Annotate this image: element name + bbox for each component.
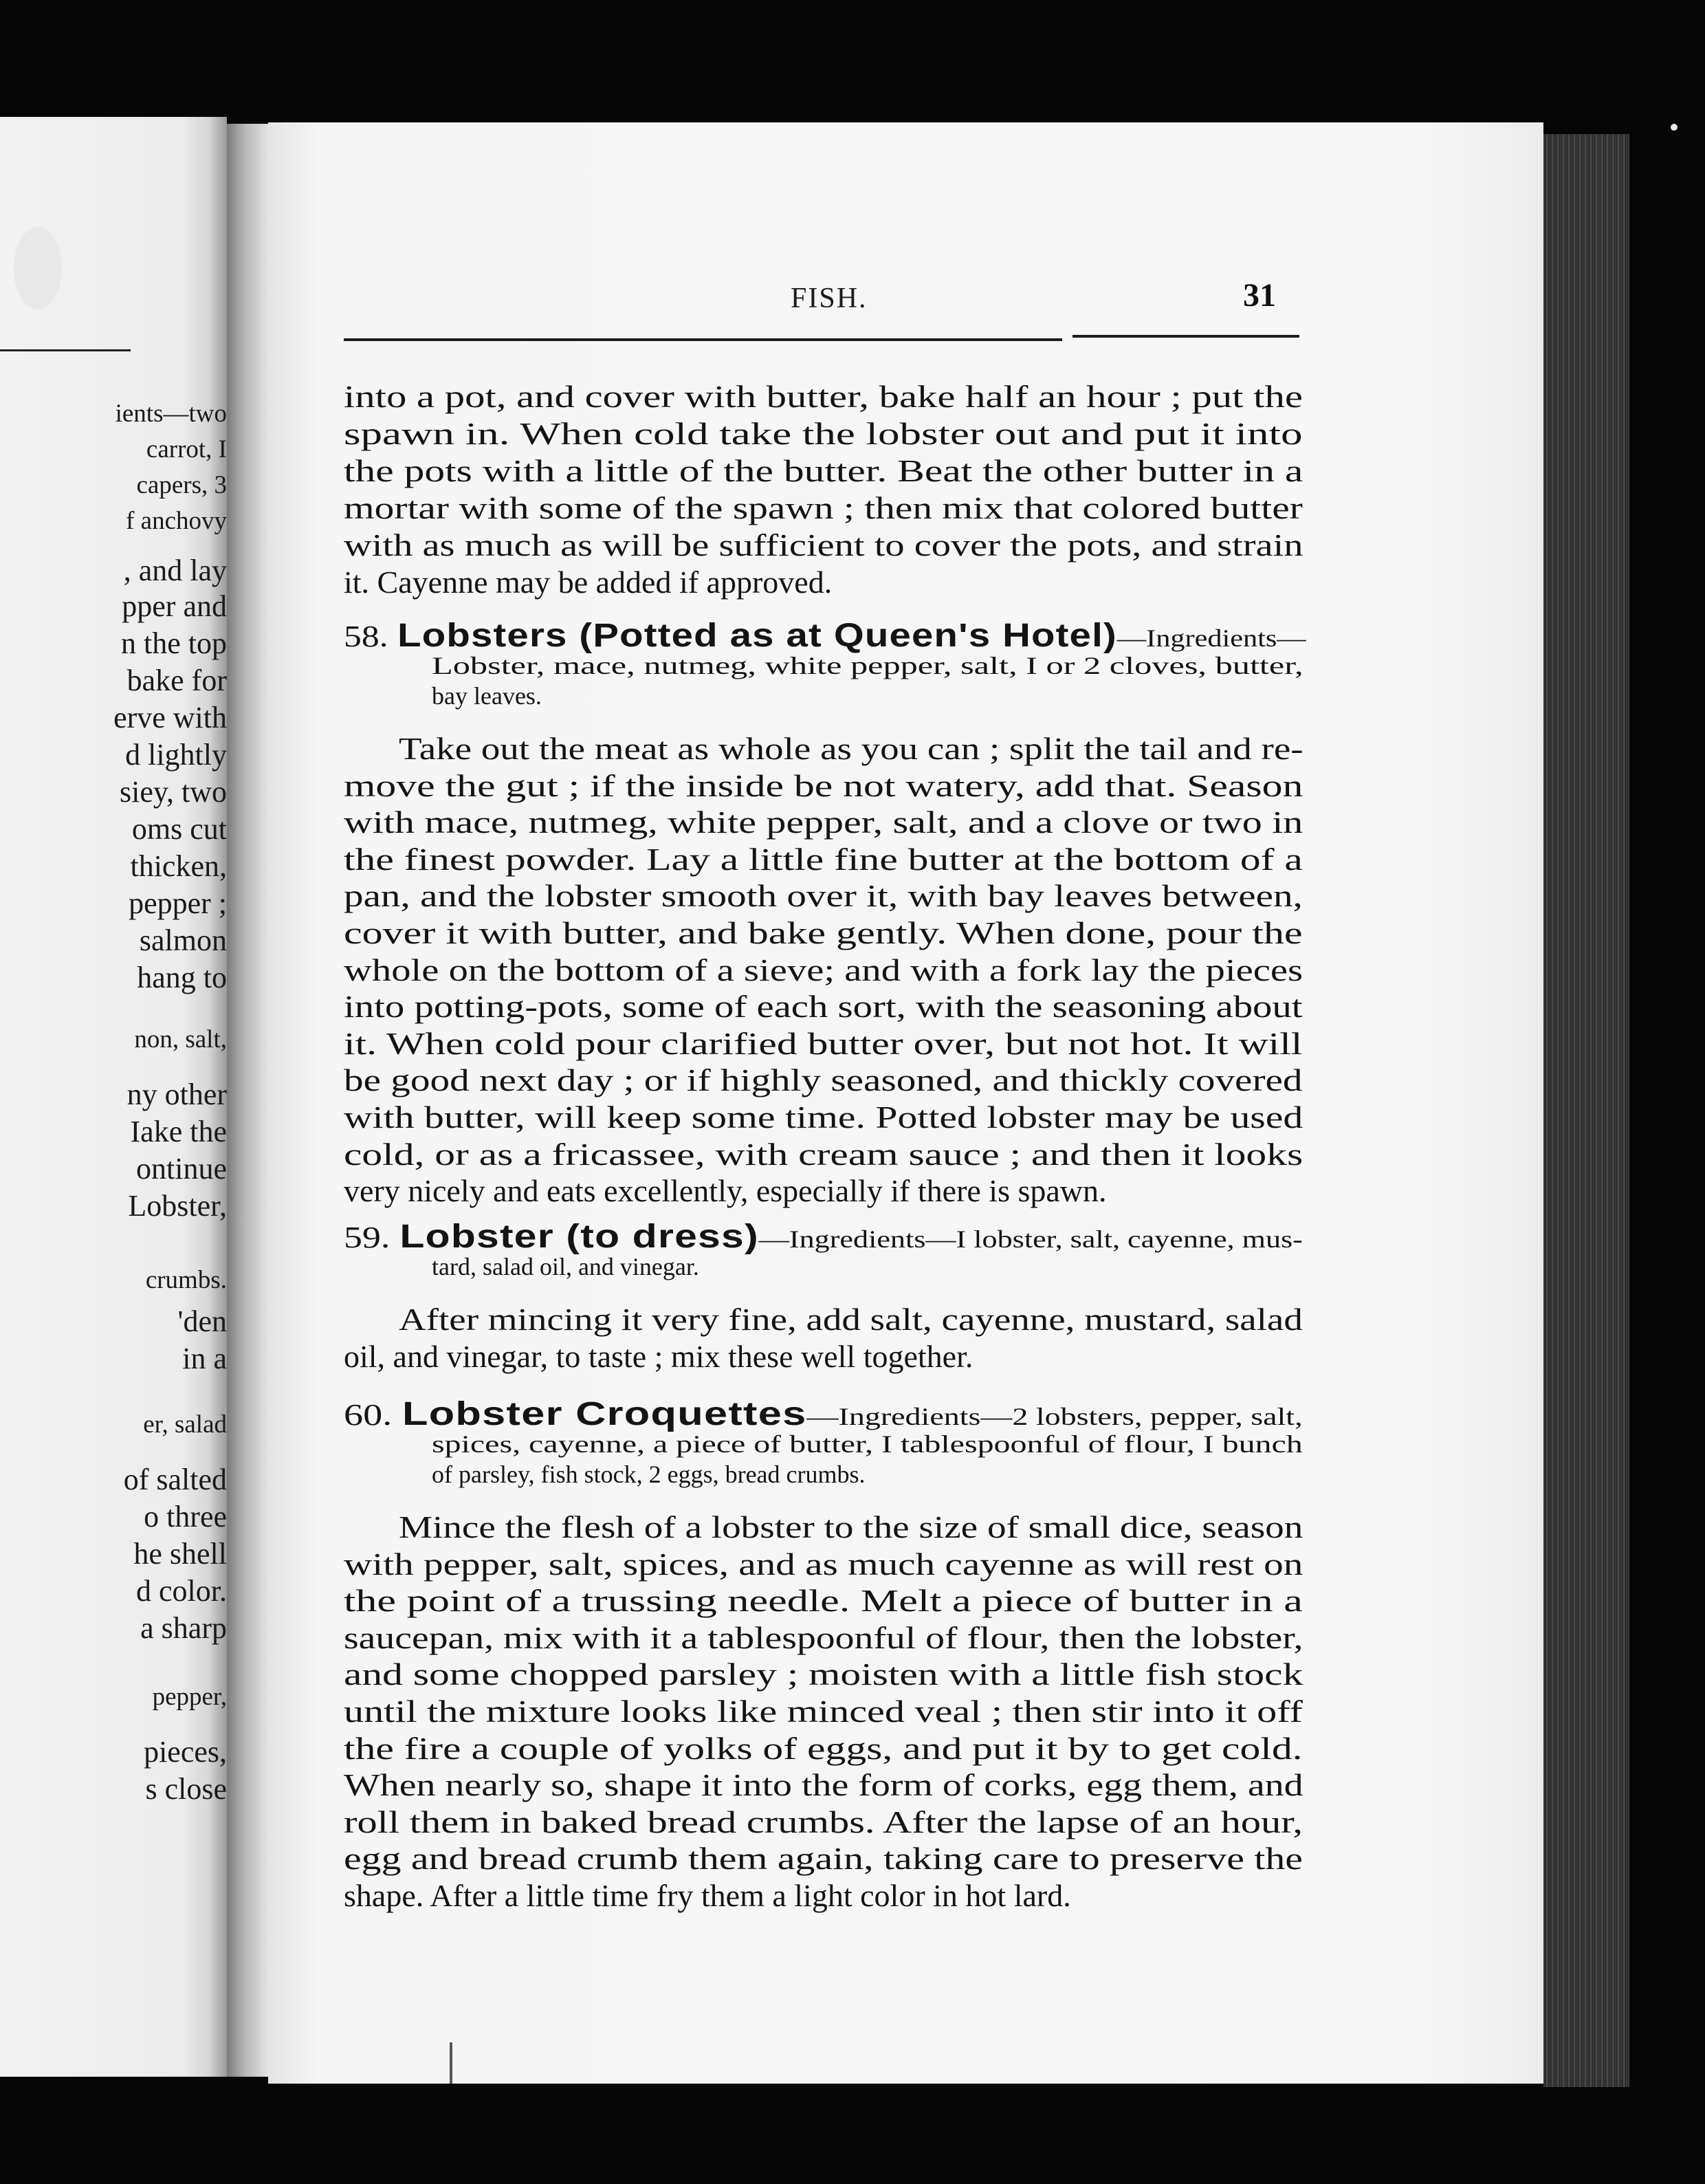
body-text-line: with pepper, salt, spices, and as much cayenne as will rest on xyxy=(344,1546,1304,1582)
body-text-line: After mincing it very fine, add salt, cayenne, mustard, salad xyxy=(399,1302,1303,1337)
page-edges xyxy=(1543,134,1629,2087)
body-text-line: it. When cold pour clarified butter over, but not hot. It will xyxy=(344,1025,1303,1061)
left-page-line: ients—two xyxy=(115,400,227,428)
left-page-line: ontinue xyxy=(136,1152,227,1186)
left-page-line: d color. xyxy=(136,1574,227,1608)
scan-speck xyxy=(1671,124,1678,131)
page-number: 31 xyxy=(1243,277,1276,314)
left-page-line: crumbs. xyxy=(145,1266,227,1294)
body-text-line: cover it with butter, and bake gently. When done, pour the xyxy=(344,915,1303,950)
left-page-line: f anchovy xyxy=(126,507,227,535)
body-text-line: whole on the bottom of a sieve; and with a fork lay the pieces xyxy=(344,952,1304,987)
recipe-title: Lobster (to dress) xyxy=(399,1219,759,1255)
left-page-line: in a xyxy=(182,1342,227,1375)
left-page-line: s close xyxy=(145,1772,227,1806)
header-rule xyxy=(344,338,1062,341)
left-page-line: a sharp xyxy=(140,1611,227,1645)
ingredients-line: tard, salad oil, and vinegar. xyxy=(432,1253,699,1280)
body-text-line: the finest powder. Lay a little fine butter at the bottom of a xyxy=(344,841,1303,877)
body-text-line: the fire a couple of yolks of eggs, and put it by to get cold. xyxy=(344,1730,1303,1766)
body-text-line: egg and bread crumb them again, taking care to preserve the xyxy=(344,1841,1303,1877)
recipe-number: 58. xyxy=(344,620,388,653)
left-page-line: capers, 3 xyxy=(136,471,227,499)
body-text-line: the pots with a little of the butter. Beat the other butter in a xyxy=(344,453,1304,488)
ingredients-line: bay leaves. xyxy=(432,682,542,710)
body-text-line: roll them in baked bread crumbs. After the lapse of an hour, xyxy=(344,1804,1303,1839)
body-text-line: with mace, nutmeg, white pepper, salt, and a clove or two in xyxy=(344,805,1304,840)
body-text-line: with as much as will be sufficient to cover the pots, and strain xyxy=(344,527,1304,563)
left-page-line: d lightly xyxy=(125,738,227,772)
recipe-heading xyxy=(344,1219,1303,1256)
left-page-line: Lobster, xyxy=(128,1189,227,1223)
left-page-line: er, salad xyxy=(143,1410,227,1439)
ingredients-label: —Ingredients—I lobster, salt, cayenne, mus- xyxy=(758,1225,1303,1253)
recipe-heading xyxy=(344,1396,1303,1433)
left-page-line: Iake the xyxy=(130,1115,227,1148)
ingredients-label: —Ingredients—2 lobsters, pepper, salt, xyxy=(806,1403,1303,1430)
body-text-line: spawn in. When cold take the lobster out and put it into xyxy=(344,416,1303,451)
left-page-line: pepper ; xyxy=(129,886,227,920)
ingredients-line: spices, cayenne, a piece of butter, I tablespoonful of flour, I bunch xyxy=(432,1430,1303,1458)
body-text-line: it. Cayenne may be added if approved. xyxy=(344,565,833,600)
left-page-rule xyxy=(0,349,131,351)
body-text-line: into a pot, and cover with butter, bake half an hour ; put the xyxy=(344,379,1303,414)
body-text-line: Take out the meat as whole as you can ; split the tail and re- xyxy=(399,731,1304,766)
running-head: FISH. xyxy=(791,283,868,314)
ingredients-line: of parsley, fish stock, 2 eggs, bread crumbs. xyxy=(432,1461,866,1488)
left-page-line: pieces, xyxy=(144,1735,227,1769)
recipe-title: Lobsters (Potted as at Queen's Hotel) xyxy=(397,618,1117,654)
recipe-title: Lobster Croquettes xyxy=(402,1396,807,1432)
body-text-line: shape. After a little time fry them a light color in hot lard. xyxy=(344,1878,1071,1913)
ingredients-line: Lobster, mace, nutmeg, white pepper, salt, I or 2 cloves, butter, xyxy=(432,652,1304,679)
recipe-heading xyxy=(344,618,1306,655)
left-page-line: n the top xyxy=(121,626,227,660)
page-mark xyxy=(450,2042,452,2084)
left-page-line: erve with xyxy=(113,701,227,734)
body-text-line: cold, or as a fricassee, with cream sauce ; and then it looks xyxy=(344,1136,1304,1172)
left-page-line: of salted xyxy=(123,1463,227,1496)
body-text-line: pan, and the lobster smooth over it, with bay leaves between, xyxy=(344,878,1303,914)
book-gutter xyxy=(227,124,268,2077)
left-page-line: oms cut xyxy=(131,812,227,846)
body-text-line: the point of a trussing needle. Melt a piece of butter in a xyxy=(344,1583,1303,1619)
scan-speck xyxy=(14,227,62,309)
left-page-line: pepper, xyxy=(152,1683,227,1711)
left-page-line: thicken, xyxy=(130,849,227,883)
body-text-line: saucepan, mix with it a tablespoonful of flour, then the lobster, xyxy=(344,1619,1304,1655)
left-page-line: 'den xyxy=(177,1304,227,1338)
left-page-line: hang to xyxy=(137,961,227,994)
left-page-line: salmon xyxy=(139,924,227,957)
left-page-line: carrot, I xyxy=(146,435,227,463)
left-page-line: non, salt, xyxy=(134,1025,227,1053)
left-page-line: bake for xyxy=(126,664,227,697)
body-text-line: Mince the flesh of a lobster to the size of small dice, season xyxy=(399,1509,1304,1544)
body-text-line: with butter, will keep some time. Potted lobster may be used xyxy=(344,1100,1304,1135)
body-text-line: be good next day ; or if highly seasoned, and thickly covered xyxy=(344,1062,1303,1098)
body-text-line: When nearly so, shape it into the form of corks, egg them, and xyxy=(344,1767,1304,1803)
body-text-line: into potting-pots, some of each sort, with the seasoning about xyxy=(344,989,1303,1025)
left-page-line: he shell xyxy=(133,1537,227,1571)
left-page-line: , and lay xyxy=(123,554,227,587)
body-text-line: move the gut ; if the inside be not watery, add that. Season xyxy=(344,767,1304,803)
body-text-line: and some chopped parsley ; moisten with a little fish stock xyxy=(344,1657,1304,1692)
left-page-line: siey, two xyxy=(119,775,227,809)
recipe-number: 60. xyxy=(344,1398,393,1432)
left-page xyxy=(0,117,227,2077)
left-page-line: pper and xyxy=(122,589,227,623)
body-text-line: very nicely and eats excellently, especially if there is spawn. xyxy=(344,1173,1107,1209)
recipe-number: 59. xyxy=(344,1221,390,1254)
ingredients-label: —Ingredients— xyxy=(1116,624,1306,652)
body-text-line: oil, and vinegar, to taste ; mix these well together. xyxy=(344,1338,974,1374)
body-text-line: mortar with some of the spawn ; then mix that colored butter xyxy=(344,490,1303,525)
left-page-line: ny other xyxy=(126,1078,227,1111)
header-rule xyxy=(1072,335,1299,338)
left-page-line: o three xyxy=(144,1500,227,1533)
body-text-line: until the mixture looks like minced veal ; then stir into it off xyxy=(344,1694,1303,1729)
